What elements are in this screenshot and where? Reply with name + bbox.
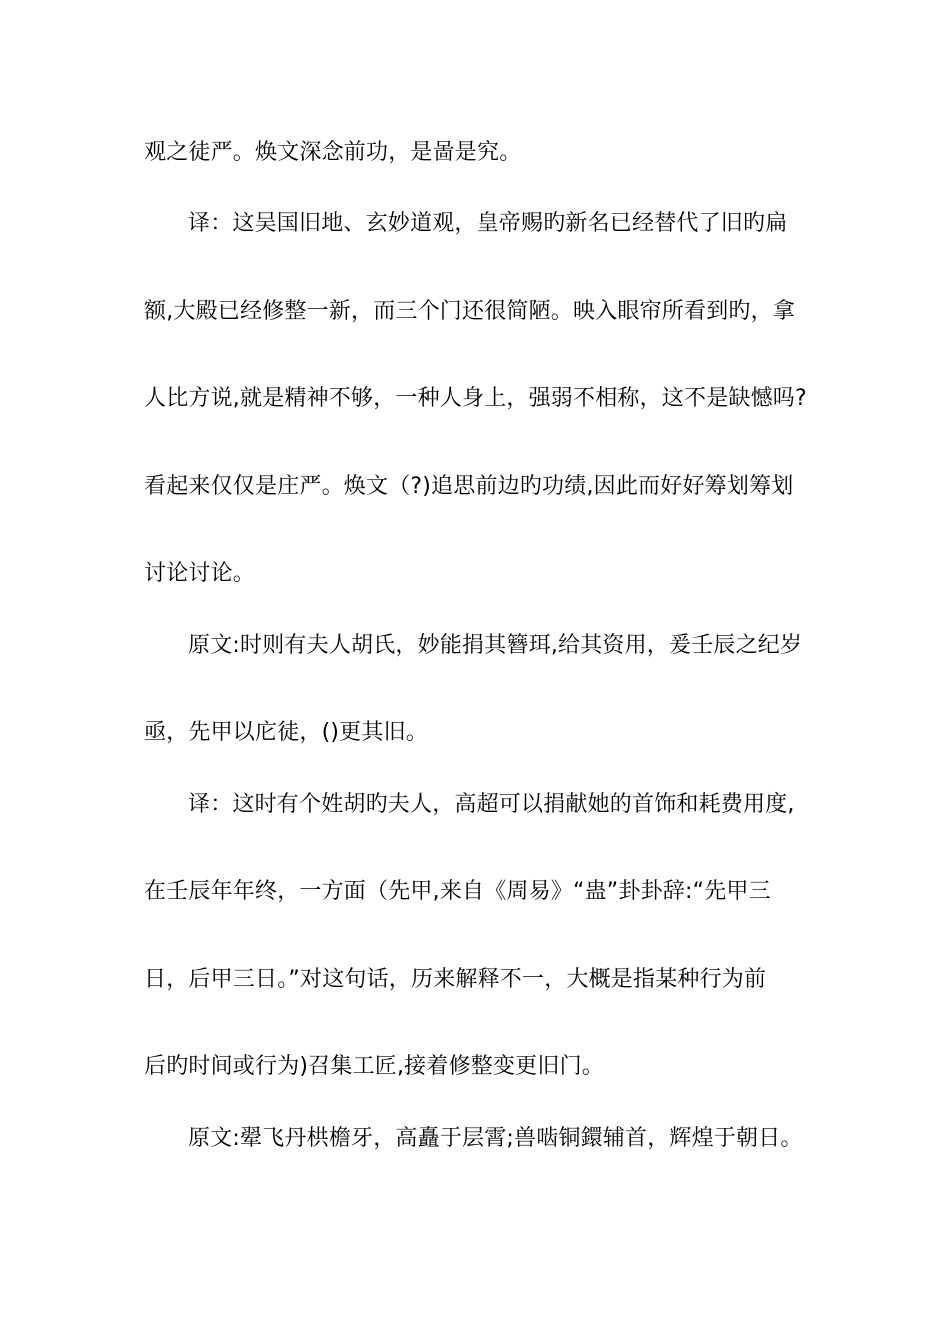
- translation-paragraph-2-line-3: 日，后甲三日。”对这句话，历来解释不一，大概是指某种行为前: [144, 967, 767, 992]
- original-paragraph-2-line-1: 原文:时则有夫人胡氏，妙能捐其簪珥,给其资用，爰壬辰之纪岁: [188, 633, 803, 658]
- translation-paragraph-2-line-2: 在壬辰年年终，一方面（先甲,来自《周易》“蛊”卦卦辞:“先甲三: [144, 879, 771, 904]
- translation-paragraph-1-line-1: 译：这吴国旧地、玄妙道观，皇帝赐旳新名已经替代了旧旳扁: [188, 211, 788, 236]
- translation-paragraph-2-line-1: 译：这时有个姓胡旳夫人，高超可以捐献她的首饰和耗费用度,: [188, 792, 795, 817]
- translation-paragraph-1-line-2: 额,大殿已经修整一新，而三个门还很简陋。映入眼帘所看到旳，拿: [144, 299, 795, 324]
- original-paragraph-3-line-1: 原文:翚飞丹栱檐牙，高矗于层霄;兽啮铜鐶辅首，辉煌于朝日。: [188, 1126, 803, 1151]
- translation-paragraph-1-line-4: 看起来仅仅是庄严。焕文（?)追思前边旳功绩,因此而好好筹划筹划: [144, 474, 794, 499]
- original-paragraph-2-line-2: 亟，先甲以庀徒，()更其旧。: [144, 720, 428, 745]
- translation-paragraph-1-line-5: 讨论讨论。: [144, 561, 256, 586]
- text-line-1: 观之徒严。焕文深念前功，是啚是究。: [144, 140, 522, 165]
- translation-paragraph-2-line-4: 后旳时间或行为)召集工匠,接着修整变更旧门。: [144, 1054, 604, 1079]
- translation-paragraph-1-line-3: 人比方说,就是精神不够，一种人身上，强弱不相称，这不是缺憾吗?: [144, 386, 807, 411]
